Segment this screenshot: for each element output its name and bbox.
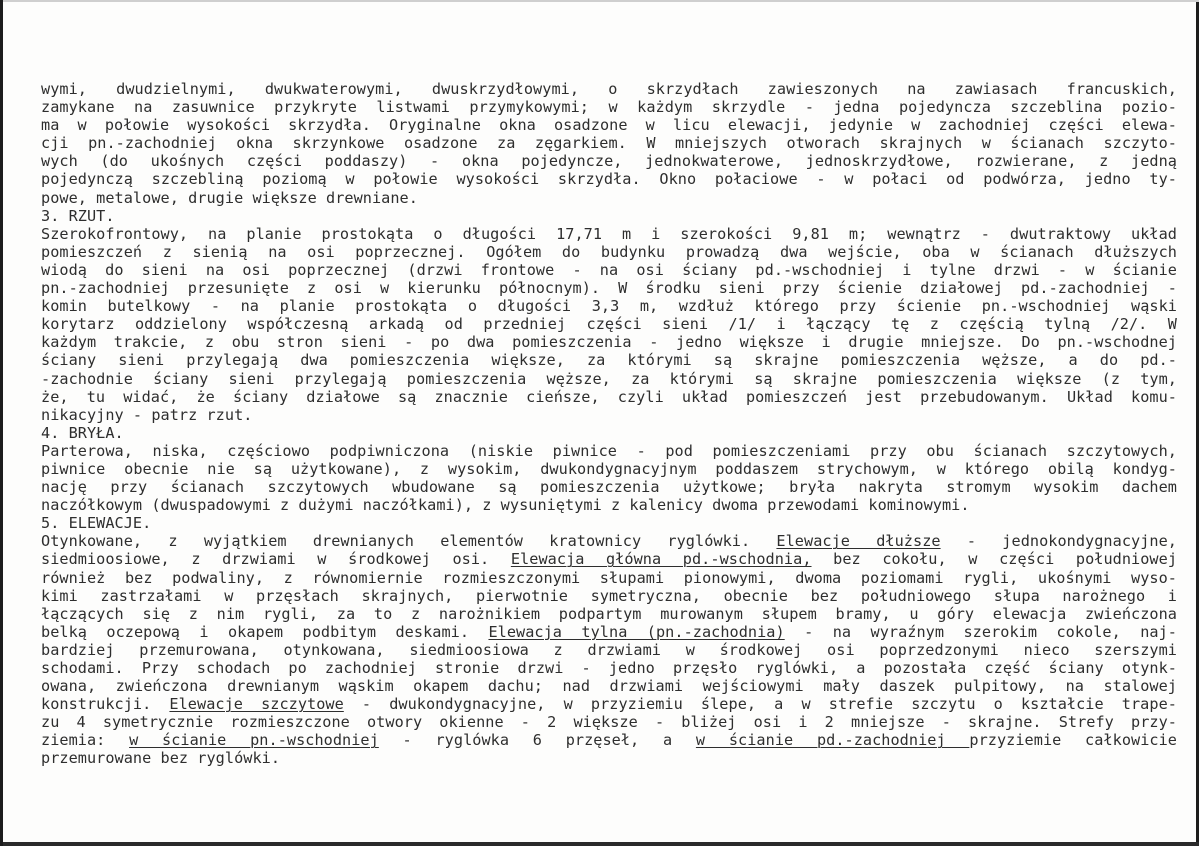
text-run: ziemia:: [41, 731, 130, 750]
text-run: bez cokołu, w części południowej: [811, 550, 1178, 569]
text-line: Szerokofrontowy, na planie prostokąta o długości 17,71 m i szerokości 9,81 m; wewnątrz - dwutraktowy układ: [41, 224, 1177, 243]
text-line: kimi zastrzałami w przęsłach skrajnych, pierwotnie symetryczna, obecnie bez południowego słupa narożnego i: [41, 586, 1177, 605]
intro-paragraph: [41, 80, 1177, 207]
text-line: bardziej przemurowana, otynkowana, siedmioosiowa z drzwiami w środkowej osi poprzedzonymi nieco szerszymi: [41, 640, 1177, 659]
underlined-term: Elewacja tylna (pn.-zachodnia): [488, 622, 785, 641]
text-run: siedmioosiowe, z drzwiami w środkowej osi.: [41, 550, 511, 569]
text-line: [41, 623, 1177, 641]
text-run: - dwukondygnacyjne, w przyziemiu ślepe, a w strefie szczytu o kształcie trape-: [343, 695, 1177, 714]
text-run: - na wyraźnym szerokim cokole, naj-: [784, 622, 1177, 641]
underlined-term: Elewacje dłuższe: [776, 532, 941, 551]
section-heading: 5. ELEWACJE.: [41, 514, 152, 533]
text-line: cji pn.-zachodniej okna skrzynkowe osadzone za zęgarkiem. W mniejszych otworach skrajnych w ścianach szczyto-: [41, 134, 1177, 153]
section-bryla: [41, 424, 1177, 514]
text-line: pn.-zachodniej przesunięte z osi w kierunku północnym). W środku sieni przy ścienie działowej pd.-zachodniej -: [41, 279, 1177, 298]
underlined-term: Elewacje szczytowe: [169, 695, 344, 714]
text-line: nikacyjny - patrz rzut.: [41, 405, 253, 424]
text-run: konstrukcji.: [41, 695, 170, 714]
text-line: łączących się z nim rygli, za to z narożnikiem podpartym murowanym słupem bramy, u góry elewacja zwieńczona: [41, 604, 1177, 623]
text-line: [41, 550, 1177, 568]
text-line: Parterowa, niska, częściowo podpiwniczona (niskie piwnice - pod pomieszczeniami przy obu ścianach szczytowych,: [41, 441, 1177, 460]
text-run: przyziemie całkowicie: [969, 731, 1177, 750]
text-line: każdym trakcie, z obu stron sieni - po dwa pomieszczenia - jedno większe i drugie mniejsze. Do pn.-wschodnej: [41, 333, 1177, 352]
text-line: również bez podwaliny, z równomiernie rozmieszczonymi słupami pionowymi, dwoma poziomami rygli, ukośnymi wyso-: [41, 568, 1177, 587]
underlined-term: w ścianie pd.-zachodniej: [695, 731, 970, 750]
sheet-bottom-edge: [3, 842, 1199, 846]
text-line: [41, 532, 1177, 550]
text-line: wymi, dwudzielnymi, dwukwaterowymi, dwuskrzydłowymi, o skrzydłach zawieszonych na zawiasach francuskich,: [41, 80, 1177, 98]
text-run: belką oczepową i okapem podbitym deskami.: [41, 622, 489, 641]
text-run: Otynkowane, z wyjątkiem drewnianych elementów kratownicy ryglówki.: [41, 532, 777, 551]
text-line: przemurowane bez ryglówki.: [41, 749, 281, 768]
text-line: korytarz oddzielony współczesną arkadą od przedniej części sieni /1/ i łączący tę z częścią tylną /2/. W: [41, 315, 1177, 334]
section-heading: 3. RZUT.: [41, 206, 115, 225]
text-line: zu 4 symetrycznie rozmieszczone otwory okienne - 2 większe - bliżej osi i 2 mniejsze - skrajne. Strefy przy-: [41, 713, 1177, 732]
text-line: nację przy ścianach szczytowych wbudowane są pomieszczenia użytkowe; bryła nakryta stromym wysokim dachem: [41, 478, 1177, 497]
text-line: ściany sieni przylegają dwa pomieszczenia większe, za którymi są skrajne pomieszczenia węższe, a do pd.-: [41, 351, 1177, 370]
text-run: - jednokondygnacyjne,: [940, 532, 1177, 551]
underlined-term: w ścianie pn.-wschodniej: [129, 731, 379, 750]
section-rzut: [41, 207, 1177, 424]
text-line: schodami. Przy schodach po zachodniej stronie drzwi - jedno przęsło ryglówki, a pozostała część ściany otynk-: [41, 659, 1177, 677]
sheet-top-edge: [3, 0, 1199, 2]
text-line: pojedynczą szczebliną poziomą w połowie wysokości skrzydła. Okno połaciowe - w połaci od podwórza, jedno ty-: [41, 170, 1177, 189]
text-line: pomieszczeń z sienią na osi poprzecznej. Ogółem do budynku prowadzą dwa wejście, oba w ścianach dłuższych: [41, 242, 1177, 261]
text-line: zamykane na zasuwnice przykryte listwami przymykowymi; w każdym skrzydle - jedna pojedyncza szczeblina pozio-: [41, 98, 1177, 117]
text-line: komin butelkowy - na planie prostokąta o długości 3,3 m, wzdłuż którego przy ścienie pn.-wschodniej wąski: [41, 297, 1177, 316]
text-line: wych (do ukośnych części poddaszy) - okna pojedyncze, jednokwaterowe, jednoskrzydłowe, rozwierane, z jedną: [41, 152, 1177, 171]
text-run: - ryglówka 6 przęseł, a: [378, 731, 696, 750]
text-line: naczółkowym (dwuspadowymi z dużymi naczółkami), z wysuniętymi z kalenicy dwoma przewodami kominowymi.: [41, 496, 970, 515]
typewritten-page: [41, 80, 1177, 768]
text-line: powe, metalowe, drugie większe drewniane.: [41, 188, 418, 207]
section-heading: 4. BRYŁA.: [41, 423, 124, 442]
text-line: owana, zwieńczona drewnianym wąskim okapem dachu; nad drzwiami wejściowymi mały daszek pulpitowy, na stalowej: [41, 677, 1177, 696]
section-elewacje: [41, 514, 1177, 767]
text-line: ma w połowie wysokości skrzydła. Oryginalne okna osadzone w licu elewacji, jedynie w zachodniej części elewa-: [41, 116, 1177, 135]
text-line: wiodą do sieni na osi poprzecznej (drzwi frontowe - na osi ściany pd.-wschodniej i tylne drzwi - w ścianie: [41, 260, 1177, 279]
text-line: -zachodnie ściany sieni przylegają pomieszczenia węższe, za którymi są skrajne pomieszczenia większe (z tym,: [41, 369, 1177, 388]
text-line: [41, 695, 1177, 713]
underlined-term: Elewacja główna pd.-wschodnia,: [510, 550, 812, 569]
text-line: [41, 731, 1177, 749]
text-line: że, tu widać, że ściany działowe są znacznie cieńsze, czyli układ pomieszczeń jest przebudowanym. Układ komu-: [41, 387, 1177, 406]
text-line: piwnice obecnie nie są użytkowane), z wysokim, dwukondygnacyjnym poddaszem strychowym, w którego obilą kondyg-: [41, 459, 1177, 478]
